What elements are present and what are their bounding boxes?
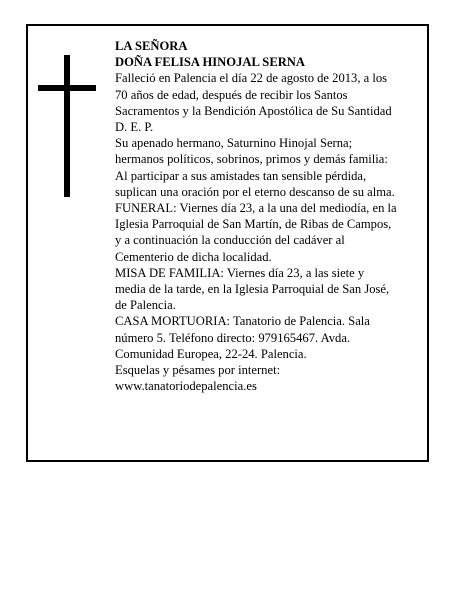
funeral-home-line: Comunidad Europea, 22-24. Palencia.	[115, 346, 307, 361]
request-line: suplican una oración por el eterno descanso de su alma.	[115, 184, 395, 199]
family-mass-line: media de la tarde, en la Iglesia Parroquial de San José,	[115, 282, 390, 297]
deceased-name: DOÑA FELISA HINOJAL SERNA	[115, 55, 305, 70]
funeral-home-line: CASA MORTUORIA: Tanatorio de Palencia. Sala	[115, 314, 370, 329]
latin-cross-icon	[38, 55, 96, 197]
family-line: Su apenado hermano, Saturnino Hinojal Serna;	[115, 136, 353, 151]
funeral-home-line: número 5. Teléfono directo: 979165467. Avda.	[115, 330, 351, 345]
funeral-home-website[interactable]: www.tanatoriodepalencia.es	[115, 379, 257, 394]
deceased-title: LA SEÑORA	[115, 39, 188, 53]
funeral-line: Iglesia Parroquial de San Martín, de Ribas de Campos,	[115, 217, 392, 232]
family-line: hermanos políticos, sobrinos, primos y demás familia:	[115, 152, 388, 167]
obituary-text	[115, 38, 427, 394]
funeral-line: y a continuación la conducción del cadáver al	[115, 233, 345, 248]
request-line: Al participar a sus amistades tan sensible pérdida,	[115, 168, 367, 183]
death-details-line: Sacramentos y la Bendición Apostólica de Su Santidad	[115, 103, 392, 118]
family-mass-line: MISA DE FAMILIA: Viernes día 23, a las siete y	[115, 265, 365, 280]
rip-line: D. E. P.	[115, 120, 154, 135]
cross-horizontal-bar	[38, 85, 96, 91]
funeral-line: FUNERAL: Viernes día 23, a la una del mediodía, en la	[115, 201, 397, 216]
death-details-line: 70 años de edad, después de recibir los Santos	[115, 87, 348, 102]
funeral-line: Cementerio de dicha localidad.	[115, 249, 272, 264]
family-mass-line: de Palencia.	[115, 298, 176, 313]
internet-condolences-line: Esquelas y pésames por internet:	[115, 363, 281, 378]
death-details-line: Falleció en Palencia el día 22 de agosto de 2013, a los	[115, 71, 388, 86]
cross-vertical-bar	[64, 55, 70, 197]
